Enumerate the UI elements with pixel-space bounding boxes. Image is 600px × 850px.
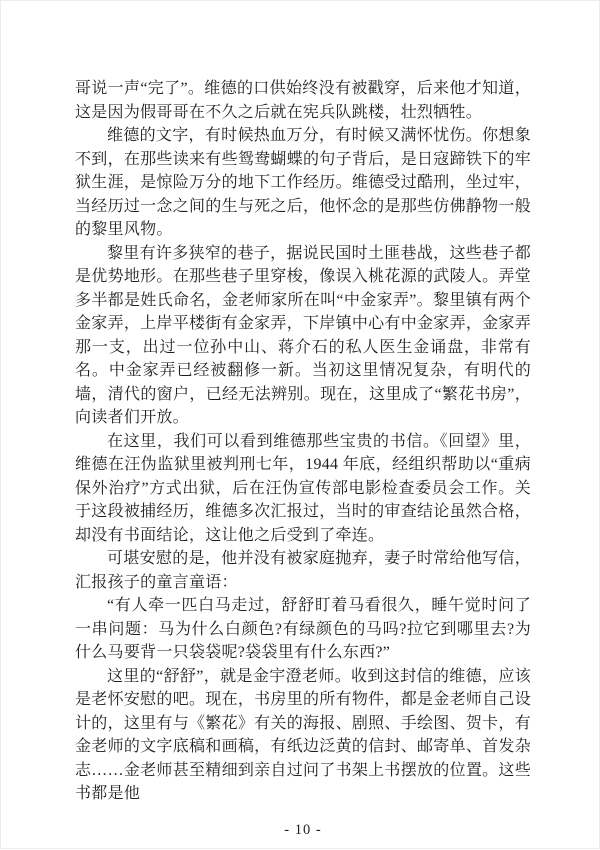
paragraph: 可堪安慰的是，他并没有被家庭抛弃，妻子时常给他写信，汇报孩子的童言童语：	[75, 550, 531, 591]
paragraph: 维德的文字，有时候热血万分，有时候又满怀忧伤。你想象不到，在那些读来有些鸳鸯蝴蝶的句子背后，是日寇蹄铁下的牢狱生涯，是惊险万分的地下工作经历。维德受过酷刑，坐过牢，当经历过一念之间的生与死之后，他怀念的是那些仿佛静物一般的黎里风物。	[75, 127, 531, 238]
body-text	[75, 77, 531, 806]
page	[1, 1, 600, 850]
paragraph: “有人牵一匹白马走过，舒舒盯着马看很久，睡午觉时问了一串问题：马为什么白颜色?有绿颜色的马吗?拉它到哪里去?为什么马要背一只袋袋呢?袋袋里有什么东西?”	[75, 597, 531, 661]
paragraph: 黎里有许多狭窄的巷子，据说民国时土匪巷战，这些巷子都是优势地形。在那些巷子里穿梭，像误入桃花源的武陵人。弄堂多半都是姓氏命名，金老师家所在叫“中金家弄”。黎里镇有两个金家弄，上岸平楼街有金家弄，下岸镇中心有中金家弄，金家弄那一支，出过一位孙中山、蒋介石的私人医生金诵盘，非常有名。中金家弄已经被翻修一新。当初这里情况复杂，有明代的墙，清代的窗户，已经无法辨别。现在，这里成了“繁花书房”，向读者们开放。	[75, 244, 531, 426]
paragraph: 在这里，我们可以看到维德那些宝贵的书信。《回望》里，维德在汪伪监狱里被判刑七年，1944 年底，经组织帮助以“重病保外治疗”方式出狱，后在汪伪宣传部电影检查委员会工作。关于这段被捕经历，维德多次汇报过，当时的审查结论虽然合格，却没有书面结论，这让他之后受到了牵连。	[75, 432, 531, 544]
paragraph: 这里的“舒舒”，就是金宇澄老师。收到这封信的维德，应该是老怀安慰的吧。现在，书房里的所有物件，都是金老师自己设计的，这里有与《繁花》有关的海报、剧照、手绘图、贺卡，有金老师的文字底稿和画稿，有纸边泛黄的信封、邮寄单、首发杂志……金老师甚至精细到亲自过问了书架上书摆放的位置。这些书都是他	[75, 667, 531, 802]
paragraph: 哥说一声“完了”。维德的口供始终没有被戳穿，后来他才知道，这是因为假哥哥在不久之后就在宪兵队跳楼，壮烈牺牲。	[75, 80, 531, 121]
page-number: - 10 -	[284, 821, 322, 838]
